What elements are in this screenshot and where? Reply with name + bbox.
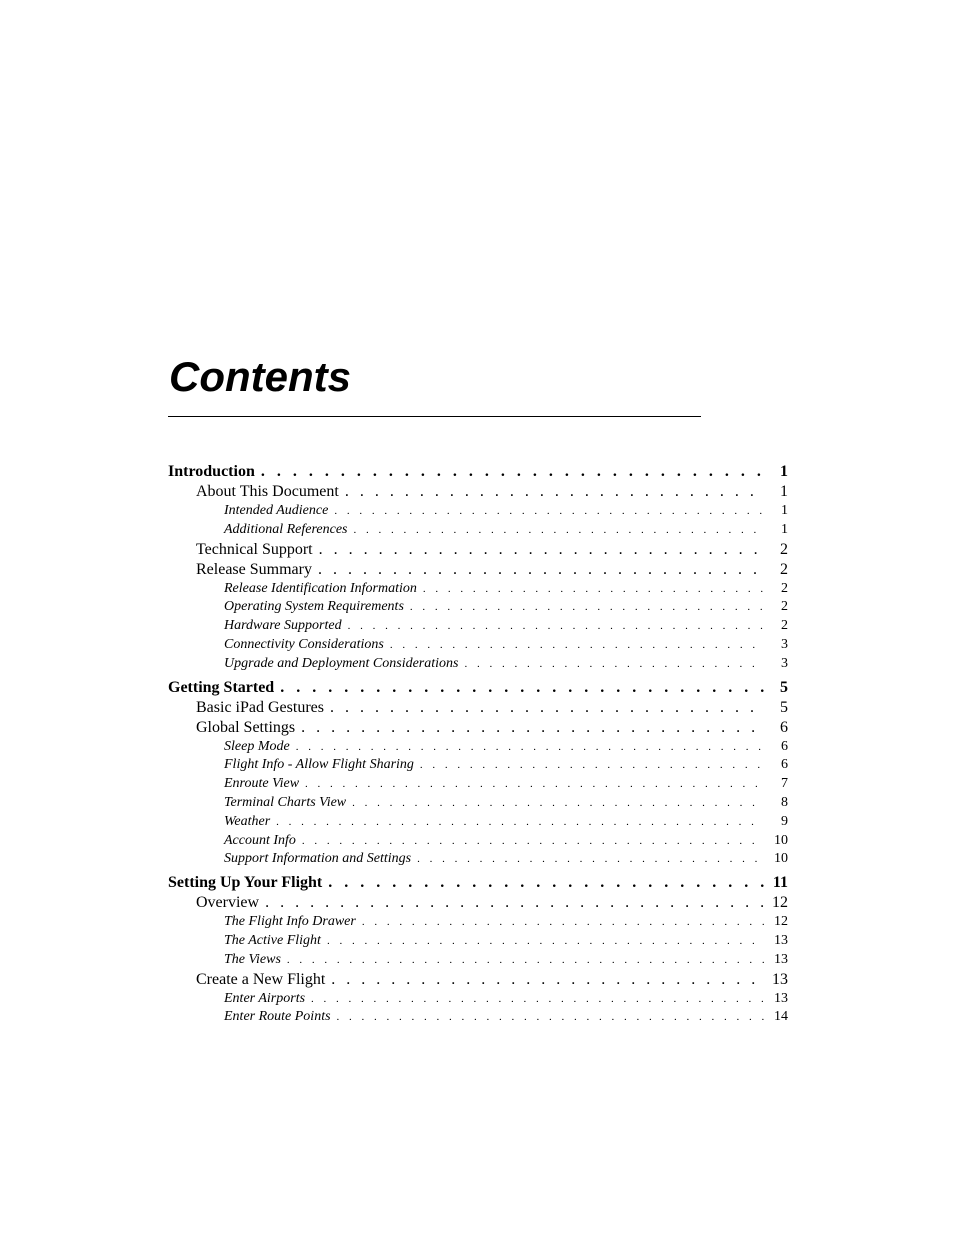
toc-entry-level-3[interactable] xyxy=(168,636,788,655)
toc-entry-title: Getting Started xyxy=(168,678,275,696)
toc-entry-level-3[interactable] xyxy=(168,813,788,832)
dot-leader xyxy=(420,756,764,775)
toc-entry-level-3[interactable] xyxy=(168,990,788,1009)
toc-page-number: 9 xyxy=(781,813,788,829)
toc-entry-title: Setting Up Your Flight xyxy=(168,874,323,892)
toc-entry-level-3[interactable] xyxy=(168,521,788,540)
dot-leader xyxy=(305,775,764,794)
toc-page-number: 13 xyxy=(774,951,788,967)
toc-entry-title: Flight Info - Allow Flight Sharing xyxy=(224,757,414,773)
toc-entry-level-2[interactable] xyxy=(168,560,788,580)
toc-entry-title: The Flight Info Drawer xyxy=(224,914,356,930)
toc-entry-level-2[interactable] xyxy=(168,970,788,990)
toc-entry-level-2[interactable] xyxy=(168,718,788,738)
toc-page-number: 11 xyxy=(772,874,788,892)
toc-page-number: 10 xyxy=(774,832,788,848)
toc-entry-level-1[interactable] xyxy=(168,462,788,482)
dot-leader xyxy=(348,617,764,636)
dot-leader xyxy=(265,893,764,913)
toc-page-number: 2 xyxy=(781,618,788,634)
dot-leader xyxy=(330,698,764,718)
dot-leader xyxy=(334,502,764,521)
page-title: Contents xyxy=(169,353,351,400)
toc-page-number: 2 xyxy=(781,580,788,596)
dot-leader xyxy=(327,932,764,951)
toc-page-number: 12 xyxy=(772,894,788,912)
toc-page-number: 3 xyxy=(781,636,788,652)
dot-leader xyxy=(311,990,764,1009)
dot-leader xyxy=(362,913,764,932)
dot-leader xyxy=(261,462,764,482)
toc-entry-title: Hardware Supported xyxy=(224,618,342,634)
toc-page-number: 7 xyxy=(781,776,788,792)
toc-entry-level-3[interactable] xyxy=(168,756,788,775)
title-divider xyxy=(168,416,701,417)
toc-page-number: 1 xyxy=(780,463,788,480)
dot-leader xyxy=(280,678,764,698)
toc-entry-level-3[interactable] xyxy=(168,951,788,970)
toc-entry-title: Additional References xyxy=(224,521,348,537)
toc-entry-title: Technical Support xyxy=(196,540,313,558)
toc-page-number: 6 xyxy=(781,757,788,773)
toc-entry-level-3[interactable] xyxy=(168,617,788,636)
dot-leader xyxy=(276,813,764,832)
toc-page-number: 13 xyxy=(774,932,788,948)
toc-entry-title: Sleep Mode xyxy=(224,738,290,754)
toc-entry-level-2[interactable] xyxy=(168,482,788,502)
toc-page-number: 14 xyxy=(774,1009,788,1025)
dot-leader xyxy=(302,832,764,851)
toc-entry-level-3[interactable] xyxy=(168,794,788,813)
dot-leader xyxy=(301,718,764,738)
toc-page-number: 2 xyxy=(780,560,788,578)
dot-leader xyxy=(354,521,765,540)
toc-entry-title: Terminal Charts View xyxy=(224,794,347,810)
toc-entry-title: Enter Route Points xyxy=(224,1009,331,1025)
toc-page-number: 8 xyxy=(781,794,788,810)
dot-leader xyxy=(331,970,764,990)
toc-entry-title: Upgrade and Deployment Considerations xyxy=(224,655,459,671)
toc-entry-title: The Active Flight xyxy=(224,932,321,948)
dot-leader xyxy=(423,580,764,599)
toc-entry-title: Introduction xyxy=(168,463,255,480)
toc-entry-level-2[interactable] xyxy=(168,698,788,718)
dot-leader xyxy=(287,951,764,970)
toc-page-number: 13 xyxy=(774,990,788,1006)
toc-page-number: 10 xyxy=(774,851,788,867)
toc-entry-level-1[interactable] xyxy=(168,678,788,698)
toc-entry-title: Overview xyxy=(196,894,260,912)
toc-page-number: 3 xyxy=(781,655,788,671)
toc-entry-level-3[interactable] xyxy=(168,738,788,757)
toc-entry-title: About This Document xyxy=(196,483,339,500)
toc-page-number: 6 xyxy=(780,718,788,736)
toc-entry-level-2[interactable] xyxy=(168,540,788,560)
dot-leader xyxy=(352,794,764,813)
toc-entry-level-3[interactable] xyxy=(168,850,788,869)
dot-leader xyxy=(337,1008,764,1027)
dot-leader xyxy=(318,560,764,580)
dot-leader xyxy=(464,655,764,674)
toc-entry-level-3[interactable] xyxy=(168,775,788,794)
toc-page-number: 2 xyxy=(781,599,788,615)
toc-entry-level-3[interactable] xyxy=(168,832,788,851)
toc-entry-title: Support Information and Settings xyxy=(224,851,412,867)
toc-entry-level-3[interactable] xyxy=(168,598,788,617)
toc-entry-level-3[interactable] xyxy=(168,580,788,599)
toc-page-number: 1 xyxy=(780,483,788,500)
toc-entry-title: Account Info xyxy=(224,832,296,848)
toc-page-number: 2 xyxy=(780,540,788,558)
toc-entry-level-3[interactable] xyxy=(168,1008,788,1027)
toc-page-number: 5 xyxy=(780,678,788,696)
table-of-contents xyxy=(168,462,788,1027)
toc-entry-level-3[interactable] xyxy=(168,502,788,521)
dot-leader xyxy=(390,636,764,655)
dot-leader xyxy=(296,738,764,757)
dot-leader xyxy=(410,598,764,617)
toc-entry-level-3[interactable] xyxy=(168,932,788,951)
toc-entry-title: Release Identification Information xyxy=(224,580,417,596)
toc-entry-title: Enroute View xyxy=(224,776,300,792)
toc-entry-level-3[interactable] xyxy=(168,655,788,674)
toc-entry-title: Operating System Requirements xyxy=(224,599,404,615)
toc-entry-title: The Views xyxy=(224,951,281,967)
toc-entry-title: Global Settings xyxy=(196,718,296,736)
toc-entry-level-3[interactable] xyxy=(168,913,788,932)
toc-page-number: 1 xyxy=(781,521,788,537)
toc-entry-title: Create a New Flight xyxy=(196,970,326,988)
toc-entry-title: Intended Audience xyxy=(224,503,329,518)
toc-entry-title: Enter Airports xyxy=(224,990,306,1006)
toc-page-number: 13 xyxy=(772,970,788,988)
toc-entry-title: Weather xyxy=(224,813,271,829)
dot-leader xyxy=(417,850,764,869)
toc-page-number: 6 xyxy=(781,738,788,754)
toc-entry-level-1[interactable] xyxy=(168,873,788,893)
dot-leader xyxy=(328,873,764,893)
dot-leader xyxy=(345,482,764,502)
toc-entry-title: Connectivity Considerations xyxy=(224,636,384,652)
toc-entry-title: Basic iPad Gestures xyxy=(196,698,324,716)
toc-page-number: 1 xyxy=(781,503,788,518)
toc-page-number: 5 xyxy=(780,698,788,716)
toc-entry-level-2[interactable] xyxy=(168,893,788,913)
toc-entry-title: Release Summary xyxy=(196,560,312,578)
dot-leader xyxy=(319,540,764,560)
toc-page-number: 12 xyxy=(774,914,788,930)
